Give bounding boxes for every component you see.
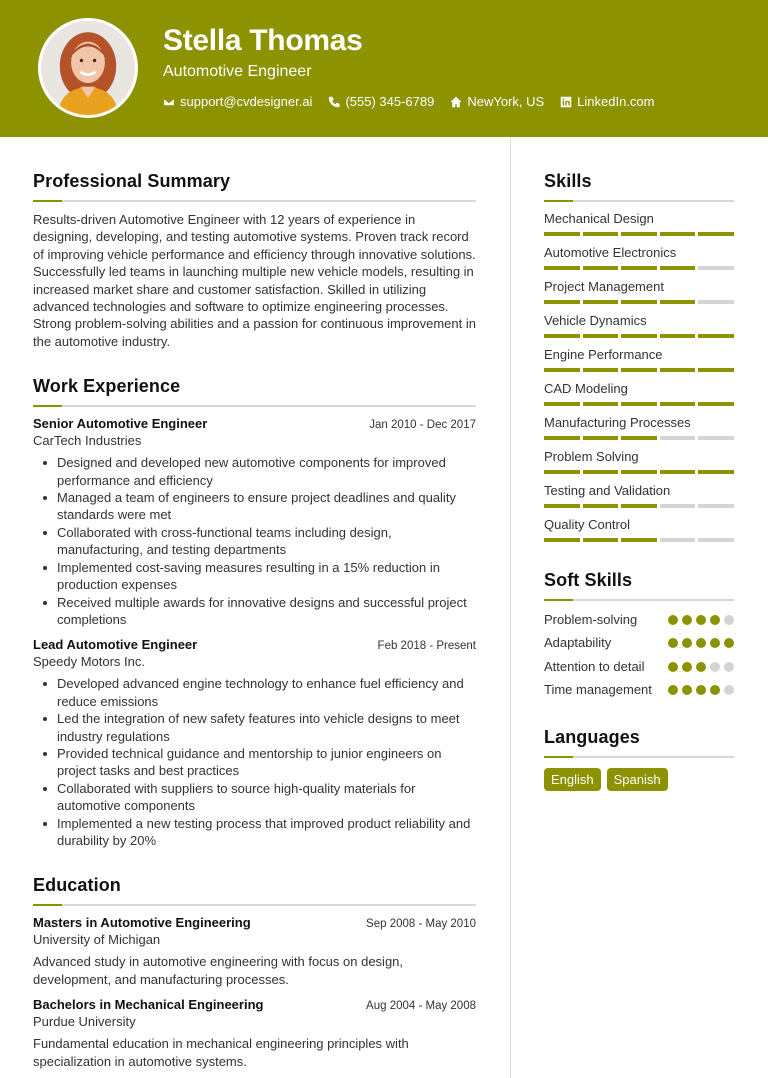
- school-name: Purdue University: [33, 1014, 136, 1030]
- contact-phone[interactable]: [328, 94, 434, 109]
- sidebar-column: [544, 171, 734, 791]
- skill-level-segment: [660, 334, 696, 338]
- skill-item: [544, 279, 734, 304]
- skill-level-segment: [583, 504, 619, 508]
- skill-level-segment: [660, 470, 696, 474]
- contact-email[interactable]: [163, 94, 312, 109]
- rating-dot: [710, 685, 720, 695]
- section-heading: Soft Skills: [544, 570, 633, 590]
- bullet-item: Implemented cost-saving measures resulting in a 15% reduction in production expenses: [33, 559, 476, 594]
- skill-name: CAD Modeling: [544, 381, 628, 396]
- degree-title: Bachelors in Mechanical Engineering: [33, 997, 264, 1013]
- skill-level-segment: [583, 470, 619, 474]
- skill-level-segment: [621, 232, 657, 236]
- skill-level-segment: [698, 470, 734, 474]
- rating-dot: [696, 615, 706, 625]
- soft-skills-section: [544, 570, 734, 699]
- rating-dot: [696, 662, 706, 672]
- profile-photo: [41, 21, 135, 115]
- skill-level-bar: [544, 436, 734, 440]
- skill-name: Engine Performance: [544, 347, 663, 362]
- rating-dot: [682, 638, 692, 648]
- skill-level-segment: [698, 402, 734, 406]
- skill-level-segment: [698, 232, 734, 236]
- skill-name: Manufacturing Processes: [544, 415, 691, 430]
- language-tag: English: [544, 768, 601, 791]
- skill-level-segment: [544, 470, 580, 474]
- skill-level-segment: [544, 266, 580, 270]
- bullet-item: Developed advanced engine technology to enhance fuel efficiency and reduce emissions: [33, 675, 476, 710]
- envelope-icon: [163, 96, 175, 108]
- skill-item: [544, 449, 734, 474]
- soft-skill-item: [544, 611, 734, 628]
- skill-level-segment: [621, 334, 657, 338]
- degree-title: Masters in Automotive Engineering: [33, 915, 251, 931]
- rating-dot: [710, 638, 720, 648]
- contact-email-text: support@cvdesigner.ai: [180, 94, 313, 109]
- skill-item: [544, 211, 734, 236]
- skill-level-segment: [544, 402, 580, 406]
- skill-level-segment: [544, 232, 580, 236]
- education-entry: [33, 915, 476, 988]
- skill-level-bar: [544, 368, 734, 372]
- rating-dot: [682, 685, 692, 695]
- skill-level-segment: [698, 334, 734, 338]
- rating-dot: [696, 685, 706, 695]
- skill-level-segment: [583, 368, 619, 372]
- job-entry: [33, 637, 476, 849]
- section-heading: Education: [33, 875, 121, 896]
- section-divider: [33, 200, 476, 202]
- rating-dot: [724, 615, 734, 625]
- contact-bar: [163, 94, 655, 109]
- skill-level-segment: [660, 504, 696, 508]
- skill-name: Problem Solving: [544, 449, 639, 464]
- section-divider: [33, 405, 476, 407]
- candidate-title: Automotive Engineer: [163, 63, 312, 80]
- soft-skill-name: Adaptability: [544, 635, 612, 651]
- phone-icon: [328, 96, 340, 108]
- skill-level-segment: [621, 538, 657, 542]
- rating-dot: [724, 662, 734, 672]
- skill-level-bar: [544, 300, 734, 304]
- skill-level-segment: [621, 266, 657, 270]
- education-section: [33, 875, 476, 1070]
- bullet-item: Led the integration of new safety features into vehicle designs to meet industry regulations: [33, 710, 476, 745]
- summary-section: [33, 171, 476, 350]
- soft-skill-item: [544, 681, 734, 698]
- section-divider: [33, 904, 476, 906]
- skill-level-segment: [583, 232, 619, 236]
- skill-level-segment: [621, 504, 657, 508]
- skill-level-segment: [544, 436, 580, 440]
- skill-level-segment: [583, 436, 619, 440]
- skill-item: [544, 381, 734, 406]
- soft-skill-rating: [668, 615, 734, 625]
- bullet-item: Managed a team of engineers to ensure project deadlines and quality standards were met: [33, 489, 476, 524]
- skill-item: [544, 245, 734, 270]
- skills-list: [544, 211, 734, 542]
- skill-level-segment: [660, 300, 696, 304]
- rating-dot: [668, 662, 678, 672]
- skill-level-segment: [621, 436, 657, 440]
- job-title: Senior Automotive Engineer: [33, 416, 208, 432]
- skill-level-segment: [698, 538, 734, 542]
- skill-level-bar: [544, 470, 734, 474]
- skill-level-segment: [660, 436, 696, 440]
- soft-skills-list: [544, 611, 734, 699]
- contact-linkedin[interactable]: [560, 94, 654, 109]
- language-tag: Spanish: [607, 768, 668, 791]
- skill-level-segment: [583, 538, 619, 542]
- contact-location-text: NewYork, US: [467, 94, 545, 109]
- skill-level-segment: [698, 504, 734, 508]
- soft-skill-rating: [668, 638, 734, 648]
- section-heading: Skills: [544, 171, 592, 191]
- skill-level-segment: [660, 232, 696, 236]
- skill-name: Mechanical Design: [544, 211, 654, 226]
- job-company: CarTech Industries: [33, 433, 142, 449]
- bullet-item: Collaborated with cross-functional teams including design, manufacturing, and testing departments: [33, 524, 476, 559]
- skill-name: Vehicle Dynamics: [544, 313, 647, 328]
- bullet-item: Provided technical guidance and mentorship to junior engineers on project tasks and best practices: [33, 745, 476, 780]
- section-divider: [544, 599, 734, 601]
- contact-linkedin-text: LinkedIn.com: [577, 94, 655, 109]
- skill-level-segment: [544, 538, 580, 542]
- skills-section: [544, 171, 734, 542]
- soft-skill-rating: [668, 662, 734, 672]
- skill-name: Project Management: [544, 279, 664, 294]
- skill-level-segment: [621, 368, 657, 372]
- contact-phone-text: (555) 345-6789: [345, 94, 435, 109]
- skill-name: Testing and Validation: [544, 483, 671, 498]
- education-description: Fundamental education in mechanical engineering principles with specialization in automotive systems.: [33, 1036, 409, 1069]
- skill-level-bar: [544, 334, 734, 338]
- skill-level-segment: [583, 402, 619, 406]
- skill-level-segment: [583, 300, 619, 304]
- linkedin-icon: [560, 96, 572, 108]
- job-date: Feb 2018 - Present: [377, 640, 476, 653]
- soft-skill-rating: [668, 685, 734, 695]
- job-date: Jan 2010 - Dec 2017: [369, 419, 476, 432]
- job-bullets: [33, 454, 476, 628]
- candidate-name: Stella Thomas: [163, 24, 363, 57]
- rating-dot: [696, 638, 706, 648]
- column-divider: [510, 137, 511, 1078]
- soft-skill-item: [544, 634, 734, 651]
- skill-level-segment: [698, 436, 734, 440]
- language-tags: [544, 768, 734, 791]
- skill-level-segment: [621, 470, 657, 474]
- education-date: Aug 2004 - May 2008: [366, 1000, 476, 1013]
- skill-level-segment: [544, 300, 580, 304]
- skill-level-bar: [544, 232, 734, 236]
- soft-skill-name: Attention to detail: [544, 658, 645, 674]
- languages-section: [544, 727, 734, 791]
- education-date: Sep 2008 - May 2010: [366, 918, 476, 931]
- skill-level-segment: [621, 402, 657, 406]
- education-entry: [33, 997, 476, 1070]
- bullet-item: Designed and developed new automotive components for improved performance and efficiency: [33, 454, 476, 489]
- skill-name: Automotive Electronics: [544, 245, 677, 260]
- avatar: [38, 18, 138, 118]
- soft-skill-item: [544, 658, 734, 675]
- job-title: Lead Automotive Engineer: [33, 637, 198, 653]
- skill-item: [544, 347, 734, 372]
- rating-dot: [668, 638, 678, 648]
- bullet-item: Implemented a new testing process that improved product reliability and durability by 20%: [33, 815, 476, 850]
- skill-item: [544, 483, 734, 508]
- bullet-item: Collaborated with suppliers to source high-quality materials for automotive components: [33, 780, 476, 815]
- section-divider: [544, 200, 734, 202]
- skill-item: [544, 313, 734, 338]
- school-name: University of Michigan: [33, 932, 161, 948]
- skill-level-segment: [660, 402, 696, 406]
- contact-location: [450, 94, 544, 109]
- skill-level-segment: [544, 334, 580, 338]
- skill-item: [544, 517, 734, 542]
- job-company: Speedy Motors Inc.: [33, 654, 145, 670]
- rating-dot: [682, 662, 692, 672]
- skill-level-segment: [660, 368, 696, 372]
- skill-level-segment: [621, 300, 657, 304]
- skill-level-segment: [583, 334, 619, 338]
- soft-skill-name: Time management: [544, 682, 652, 698]
- rating-dot: [710, 662, 720, 672]
- skill-level-bar: [544, 504, 734, 508]
- job-bullets: [33, 675, 476, 849]
- main-column: [33, 171, 476, 1070]
- skill-level-bar: [544, 538, 734, 542]
- bullet-item: Received multiple awards for innovative designs and successful project completions: [33, 594, 476, 629]
- section-heading: Languages: [544, 726, 640, 747]
- rating-dot: [682, 615, 692, 625]
- skill-level-segment: [660, 266, 696, 270]
- education-description: Advanced study in automotive engineering with focus on design, development, and manufacturing processes.: [33, 954, 404, 987]
- summary-text: Results-driven Automotive Engineer with 12 years of experience in designing, developing, and testing automotive systems. Proven track record of improving vehicle performance and efficiency through innovative solutions. Successfully led teams in launching multiple new vehicle models, resulting in increased market share and customer satisfaction. Skilled in utilizing advanced technologies and software to optimize engineering processes. Strong problem-solving abilities and a passion for continuous improvement in the automotive industry.: [33, 212, 476, 349]
- skill-item: [544, 415, 734, 440]
- skill-level-segment: [583, 266, 619, 270]
- section-heading: Professional Summary: [33, 171, 231, 191]
- work-section: [33, 376, 476, 849]
- rating-dot: [668, 615, 678, 625]
- home-icon: [450, 96, 462, 108]
- skill-level-segment: [544, 368, 580, 372]
- skill-level-segment: [698, 300, 734, 304]
- skill-name: Quality Control: [544, 517, 630, 532]
- rating-dot: [710, 615, 720, 625]
- skill-level-segment: [698, 266, 734, 270]
- section-heading: Work Experience: [33, 376, 181, 397]
- skill-level-segment: [698, 368, 734, 372]
- rating-dot: [668, 685, 678, 695]
- skill-level-segment: [544, 504, 580, 508]
- soft-skill-name: Problem-solving: [544, 612, 638, 627]
- header: [0, 0, 768, 137]
- skill-level-bar: [544, 266, 734, 270]
- skill-level-segment: [660, 538, 696, 542]
- job-entry: [33, 416, 476, 628]
- rating-dot: [724, 638, 734, 648]
- section-divider: [544, 756, 734, 758]
- rating-dot: [724, 685, 734, 695]
- skill-level-bar: [544, 402, 734, 406]
